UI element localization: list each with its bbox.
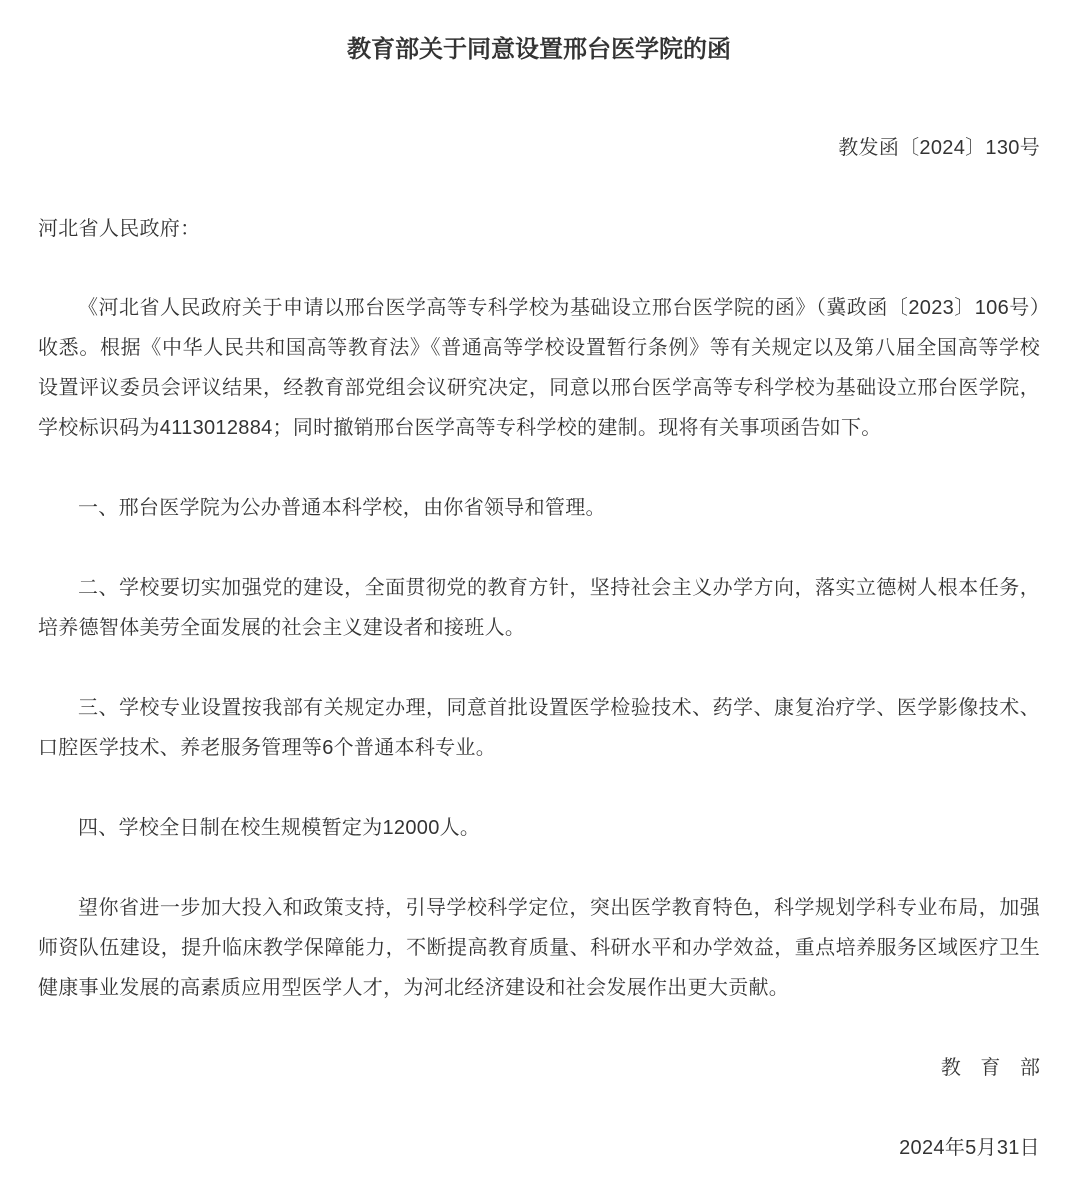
issuer-signature: 教 育 部 [940, 1057, 1040, 1079]
paragraph-closing: 望你省进一步加大投入和政策支持，引导学校科学定位，突出医学教育特色，科学规划学科专业布局，加强师资队伍建设，提升临床教学保障能力，不断提高教育质量、科研水平和办学效益，重点培养服务区域医疗卫生健康事业发展的高素质应用型医学人才，为河北经济建设和社会发展作出更大贡献。 [38, 897, 1040, 999]
paragraph-item-4: 四、学校全日制在校生规模暂定为12000人。 [78, 817, 481, 839]
document-title: 教育部关于同意设置邢台医学院的函 [347, 36, 731, 63]
paragraph-intro: 《河北省人民政府关于申请以邢台医学高等专科学校为基础设立邢台医学院的函》（冀政函〔2023〕106号）收悉。根据《中华人民共和国高等教育法》《普通高等学校设置暂行条例》等有关规定以及第八届全国高等学校设置评议委员会评议结果，经教育部党组会议研究决定，同意以邢台医学高等专科学校为基础设立邢台医学院，学校标识码为4113012884；同时撤销邢台医学高等专科学校的建制。现将有关事项函告如下。 [38, 297, 1040, 439]
document-number: 教发函〔2024〕130号 [838, 137, 1040, 159]
paragraph-item-1: 一、邢台医学院为公办普通本科学校，由你省领导和管理。 [78, 497, 606, 519]
salutation: 河北省人民政府： [38, 218, 201, 240]
paragraph-item-3: 三、学校专业设置按我部有关规定办理，同意首批设置医学检验技术、药学、康复治疗学、医学影像技术、口腔医学技术、养老服务管理等6个普通本科专业。 [38, 697, 1040, 759]
issue-date: 2024年5月31日 [899, 1137, 1040, 1159]
paragraph-item-2: 二、学校要切实加强党的建设，全面贯彻党的教育方针，坚持社会主义办学方向，落实立德树人根本任务，培养德智体美劳全面发展的社会主义建设者和接班人。 [38, 577, 1040, 639]
